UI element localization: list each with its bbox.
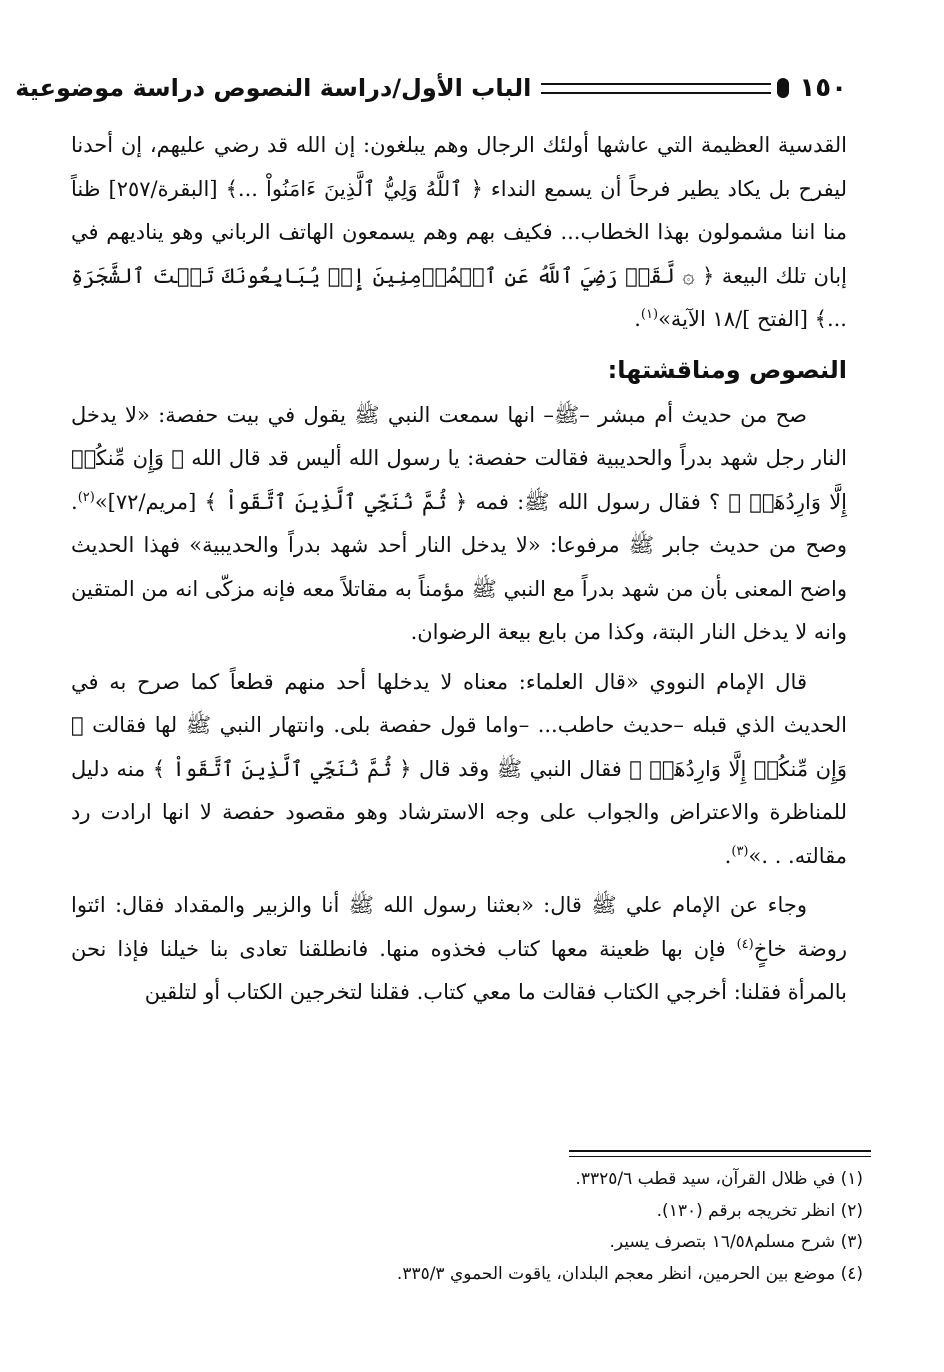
footnote-marker: (٤)	[737, 936, 755, 952]
paragraph-4	[72, 884, 848, 1015]
footnote-separator	[570, 1150, 872, 1157]
text-run: .	[635, 307, 642, 331]
text-run: ظناً منا اننا مشمولون بهذا الخطاب... فكيف بهم وهم يسمعون الهاتف الرباني وهو يناديهم في إبان تلك البيعة	[72, 176, 848, 288]
text-run: . وصح من حديث جابر ﷺ مرفوعا: «لا يدخل النار أحد شهد بدراً والحديبية» فهذا الحديث واضح المعنى بأن من شهد بدراً مع النبي ﷺ مؤمناً به مقاتلاً معه فإنه مزكّى انه من المتقين وانه لا يدخل النار البتة، وكذا من بايع بيعة الرضوان.	[72, 489, 848, 644]
quran-verse: ﴿ وَإِن مِّنكُمۡ إِلَّا وَارِدُهَاۚ ﴾	[72, 446, 849, 514]
main-text	[72, 124, 848, 1015]
running-header	[16, 58, 848, 118]
text-run: ؟ فقال رسول الله ﷺ: فمه	[476, 489, 722, 514]
quran-verse: ﴿ وَإِن مِّنكُمۡ إِلَّا وَارِدُهَاۚ ﴾	[72, 713, 848, 781]
header-rule-right	[542, 83, 772, 94]
page	[16, 58, 849, 1021]
footnote-4: (٤) موضع بين الحرمين، انظر معجم البلدان، ياقوت الحموي ٣٣٥/٣.	[397, 1263, 864, 1284]
header-title: الباب الأول/دراسة النصوص دراسة موضوعية	[16, 74, 533, 102]
paragraph-1	[72, 124, 848, 342]
quran-verse: ﴿ ثُمَّ نُنَجِّي ٱلَّذِينَ ٱتَّقَواْ ﴾	[153, 756, 413, 781]
text-run: وجاء عن الإمام علي ﷺ قال: «بعثنا رسول الله ﷺ أنا والزبير والمقداد فقال: ائتوا روضة خاخٍ	[72, 893, 848, 961]
footnote-1: (١) في ظلال القرآن، سيد قطب ٣٣٢٥/٦.	[576, 1169, 864, 1189]
text-run: فقال النبي ﷺ وقد قال	[419, 756, 623, 781]
footnote-marker: (٣)	[732, 843, 750, 859]
footnote-marker: (٢)	[78, 489, 96, 505]
section-heading: النصوص ومناقشتها:	[608, 355, 848, 384]
page-number: ١٥٠	[800, 73, 848, 103]
footnote-2: (٢) انظر تخريجه برقم (١٣٠).	[657, 1200, 864, 1221]
quran-verse: ﴿ ۞ لَّقَدۡ رَضِيَ ٱللَّهُ عَنِ ٱلۡمُؤۡمِنِينَ إِذۡ يُبَايِعُونَكَ تَحۡتَ ٱلشَّجَرَةِ ...﴾	[72, 263, 848, 331]
quran-verse: ﴿ ثُمَّ نُنَجِّي ٱلَّذِينَ ٱتَّقَواْ ﴾	[205, 489, 469, 514]
verse-reference: [البقرة/٢٥٧]	[109, 176, 219, 201]
text-run: فإن بها ظعينة معها كتاب فخذوه منها. فانطلقنا تعادى بنا خيلنا فإذا نحن بالمرأة فقلنا: أخرجي الكتاب فقالت ما معي كتاب. فقلنا لتخرجين الكتاب أو لتلقين	[72, 936, 848, 1004]
ornament-icon	[778, 78, 790, 98]
text-run: قال الإمام النووي «قال العلماء: معناه لا يدخلها أحد منهم قطعاً كما صرح به في الحديث الذي قبله –حديث حاطب... –واما قول حفصة بلى. وانتهار النبي ﷺ لها فقالت	[72, 669, 848, 737]
paragraph-3	[72, 661, 848, 879]
text-run: منه دليل للمناظرة والاعتراض والجواب على وجه الاسترشاد وهو مقصود حفصة لا انها ارادت رد مقالته. . .»	[72, 756, 848, 868]
paragraph-2	[72, 394, 848, 655]
footnote-3: (٣) شرح مسلم١٦/٥٨ بتصرف يسير.	[610, 1232, 864, 1252]
verse-reference: [مريم/٧٢]»	[95, 489, 198, 514]
text-run: القدسية العظيمة التي عاشها أولئك الرجال وهم يبلغون: إن الله قد رضي عليهم، إن أحدنا ليفرح بل يكاد يطير فرحاً أن يسمع النداء	[72, 133, 848, 201]
footnotes	[164, 1164, 864, 1290]
text-run: .	[725, 843, 733, 868]
verse-reference: [الفتح ]/١٨ الآية»	[659, 307, 809, 331]
text-run: صح من حديث أم مبشر –ﷺ– انها سمعت النبي ﷺ يقول في بيت حفصة: «لا يدخل النار رجل شهد بدراً والحديبية فقالت حفصة: يا رسول الله أليس قد قال الله	[72, 402, 848, 470]
quran-verse: ﴿ ٱللَّهُ وَلِيُّ ٱلَّذِينَ ءَامَنُواْ ...﴾	[226, 176, 484, 201]
footnote-marker: (١)	[641, 307, 660, 322]
